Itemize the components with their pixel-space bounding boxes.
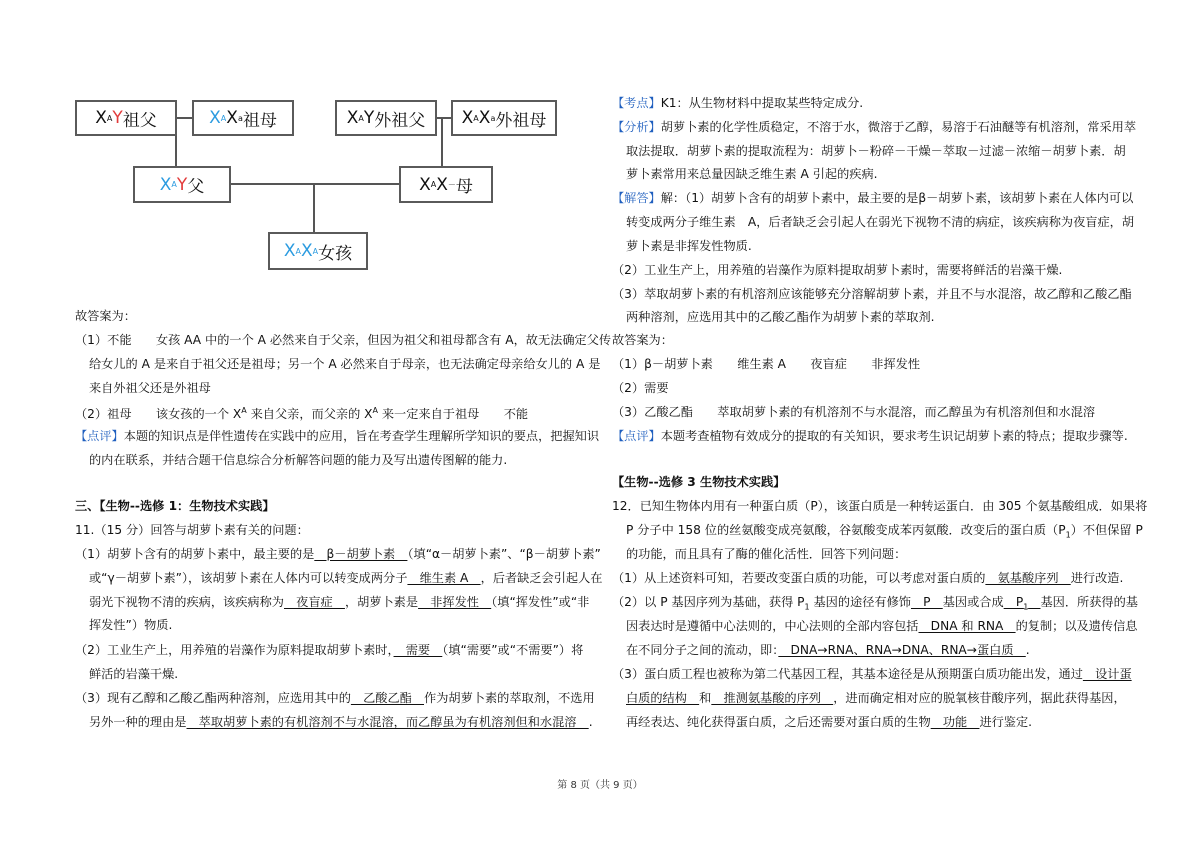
q11-part2-line-1: （2）工业生产上，用养殖的岩藻作为原料提取胡萝卜素时， 需要 （填“需要”或“不需要”）将 <box>75 643 584 657</box>
q12-part1: （1）从上述资料可知，若要改变蛋白质的功能，可以考虑对蛋白质的 氨基酸序列 进行改造. <box>612 571 1124 585</box>
solution-tag: 【解答】 <box>612 191 661 205</box>
solution-line-3: 萝卜素是非挥发性物质. <box>626 239 752 253</box>
analysis-line-2: 取法提取．胡萝卜素的提取流程为：胡萝卜－粉碎－干燥－萃取－过滤－浓缩－胡萝卜素．胡 <box>626 144 1126 158</box>
pedigree-line <box>175 117 193 119</box>
girl-box: X A X A 女孩 <box>268 232 368 270</box>
answer-heading: 故答案为： <box>75 309 136 323</box>
q11-part1-line-4: 挥发性”）物质. <box>89 618 173 632</box>
section-heading-3: 【生物--选修 3 生物技术实践】 <box>612 475 786 489</box>
comment-right: 【点评】本题考查植物有效成分的提取的有关知识，要求考生识记胡萝卜素的特点；提取步骤等. <box>612 429 1128 443</box>
kaodian-tag: 【考点】 <box>612 96 661 110</box>
question-12-line-3: 的功能，而且具有了酶的催化活性．回答下列问题： <box>626 547 907 561</box>
mother-box: X A X － 母 <box>399 166 493 203</box>
question-12-line-2: P 分子中 158 位的丝氨酸变成亮氨酸，谷氨酸变成苯丙氨酸．改变后的蛋白质$(P_1)$不但保留 P <box>626 523 1143 540</box>
q12-part2-line-1: （2）以 P 基因序列为基础，获得 $P_1$ 基因的途径有修饰 P 基因或合成 $P_1$ 基因．所获得的基 <box>612 595 1138 612</box>
solution-part-2: （2）工业生产上，用养殖的岩藻作为原料提取胡萝卜素时，需要将鲜活的岩藻干燥. <box>612 263 1063 277</box>
analysis-line-1: 【分析】胡萝卜素的化学性质稳定，不溶于水，微溶于乙醇，易溶于石油醚等有机溶剂，常采用萃 <box>612 120 1137 134</box>
q11-part3-line-1: （3）现有乙醇和乙酸乙酯两种溶剂，应选用其中的 乙酸乙酯 作为胡萝卜素的萃取剂，不选用 <box>75 691 595 705</box>
q12-part3-line-2: 白质的结构 和 推测氨基酸的序列 ，进而确定相对应的脱氧核苷酸序列，据此获得基因， <box>626 691 1126 705</box>
q12-part2-line-3: 在不同分子之间的流动，即： DNA→RNA、RNA→DNA、RNA→蛋白质 . <box>626 643 1030 657</box>
q12-part2-line-2: 因表达时是遵循中心法则的，中心法则的全部内容包括 DNA 和 RNA 的复制；以及遗传信息 <box>626 619 1138 633</box>
pedigree-line <box>441 117 443 169</box>
answer-1-line-2: 给女儿的 A 是来自于祖父还是祖母；另一个 A 必然来自于母亲，也无法确定母亲给女儿的 A 是 <box>89 357 601 371</box>
answer-right-1: （1）β－胡萝卜素 维生素 A 夜盲症 非挥发性 <box>612 357 921 371</box>
analysis-tag: 【分析】 <box>612 120 661 134</box>
comment-line-2: 的内在联系，并结合题干信息综合分析解答问题的能力及写出遗传图解的能力. <box>89 453 508 467</box>
page-footer: 第 8 页（共 9 页） <box>557 780 643 791</box>
q11-part3-line-2: 另外一种的理由是 萃取胡萝卜素的有机溶剂不与水混溶，而乙醇虽为有机溶剂但和水混溶 . <box>89 715 593 729</box>
question-11: 11.（15 分）回答与胡萝卜素有关的问题： <box>75 523 309 537</box>
q12-part3-line-3: 再经表达、纯化获得蛋白质，之后还需要对蛋白质的生物 功能 进行鉴定. <box>626 715 1033 729</box>
q11-part1-line-3: 弱光下视物不清的疾病，该疾病称为 夜盲症 ，胡萝卜素是 非挥发性 （填“挥发性”或“非 <box>89 595 590 609</box>
q12-part3-line-1: （3）蛋白质工程也被称为第二代基因工程，其基本途径是从预期蛋白质功能出发，通过 设计蛋 <box>612 667 1132 681</box>
answer-1-line-3: 来自外祖父还是外祖母 <box>89 381 211 395</box>
grandmother-box: X A X a 祖母 <box>192 100 294 136</box>
answer-heading-right: 故答案为： <box>612 333 673 347</box>
kaodian-line: 【考点】K1：从生物材料中提取某些特定成分. <box>612 96 864 110</box>
answer-1-line-1: （1）不能 女孩 AA 中的一个 A 必然来自于父亲，但因为祖父和祖母都含有 A，故无法确定父传 <box>75 333 612 347</box>
section-heading-1: 三、【生物--选修 1：生物技术实践】 <box>75 499 275 513</box>
maternal-grandmother-box: X A X a 外祖母 <box>451 100 557 136</box>
q11-part2-line-2: 鲜活的岩藻干燥. <box>89 667 179 681</box>
comment-tag: 【点评】 <box>75 429 124 443</box>
answer-2: （2）祖母 该女孩的一个 $X^A$ 来自父亲，而父亲的 $X^A$ 来一定来自于祖母 不能 <box>75 406 529 422</box>
analysis-line-3: 萝卜素常用来总量因缺乏维生素 A 引起的疾病. <box>626 167 878 181</box>
q11-part1-line-1: （1）胡萝卜含有的胡萝卜素中，最主要的是 β－胡萝卜素 （填“α－胡萝卜素”、“β－胡萝卜素” <box>75 547 601 561</box>
solution-part-3-line-1: （3）萃取胡萝卜素的有机溶剂应该能够充分溶解胡萝卜素，并且不与水混溶，故乙醇和乙酸乙酯 <box>612 287 1132 301</box>
answer-right-2: （2）需要 <box>612 381 669 395</box>
pedigree-line <box>313 183 315 233</box>
maternal-grandfather-box: X A Y 外祖父 <box>335 100 437 136</box>
grandfather-box: X A Y 祖父 <box>75 100 177 136</box>
solution-line-2: 转变成两分子维生素 A，后者缺乏会引起人在弱光下视物不清的病症，该疾病称为夜盲症，胡 <box>626 215 1135 229</box>
answer-right-3: （3）乙酸乙酯 萃取胡萝卜素的有机溶剂不与水混溶，而乙醇虽为有机溶剂但和水混溶 <box>612 405 1096 419</box>
solution-line-1: 【解答】解：（1）胡萝卜含有的胡萝卜素中，最主要的是β－胡萝卜素，该胡萝卜素在人体内可以 <box>612 191 1134 205</box>
comment-line-1: 【点评】本题的知识点是伴性遗传在实践中的应用，旨在考查学生理解所学知识的要点，把握知识 <box>75 429 600 443</box>
solution-part-3-line-2: 两种溶剂，应选用其中的乙酸乙酯作为胡萝卜素的萃取剂. <box>626 310 935 324</box>
q11-part1-line-2: 或“γ－胡萝卜素”），该胡萝卜素在人体内可以转变成两分子 维生素 A ，后者缺乏会引起人在 <box>89 571 603 585</box>
comment-right-tag: 【点评】 <box>612 429 661 443</box>
question-12-line-1: 12．已知生物体内用有一种蛋白质（P），该蛋白质是一种转运蛋白．由 305 个氨基酸组成．如果将 <box>612 499 1148 513</box>
father-box: X A Y 父 <box>133 166 231 203</box>
